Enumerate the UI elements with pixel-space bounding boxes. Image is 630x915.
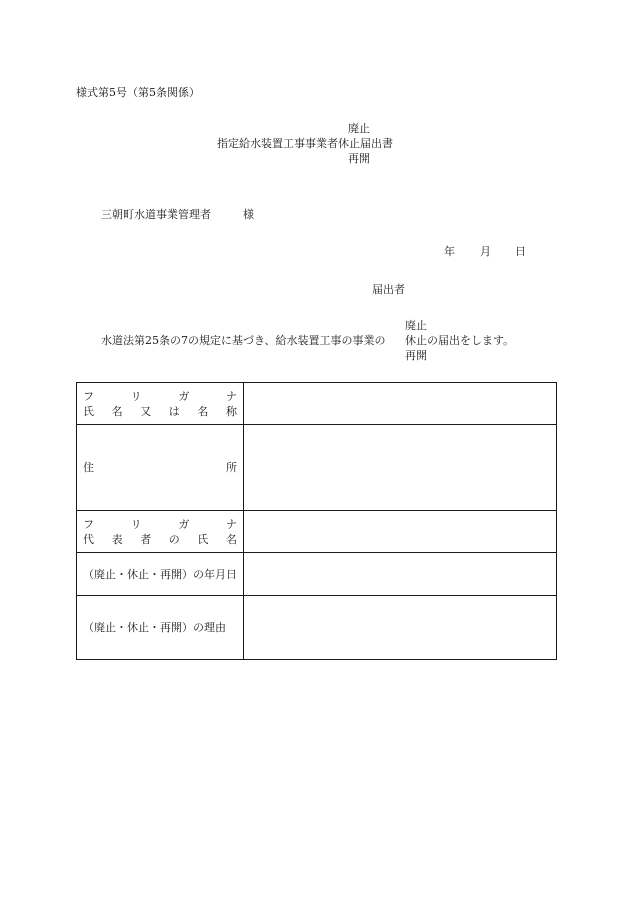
date-year-label: 年 [444,245,455,258]
addressee-honorific: 様 [243,208,254,221]
reason-field[interactable] [244,596,557,660]
title-option-resume: 再開 [348,152,370,165]
applicant-name-label [77,383,244,425]
statement-text: 水道法第25条の7の規定に基づき、給水装置工事の事業の [101,334,386,347]
address-field[interactable] [244,425,557,511]
reason-label: （廃止・休止・再開）の理由 [77,596,244,660]
title-option-abolish: 廃止 [348,122,370,135]
document-title: 指定給水装置工事事業者休止届出書 [217,137,393,150]
addressee-name: 三朝町水道事業管理者 [101,208,211,221]
furigana-label: フ リ ガ ナ [83,517,237,531]
change-date-label: （廃止・休止・再開）の年月日 [77,553,244,596]
representative-label [77,511,244,553]
table-row-applicant-name [77,383,557,425]
table-row-address [77,425,557,511]
table-row-date [77,553,557,596]
form-number: 様式第5号（第5条関係） [76,86,200,99]
statement-option-suspend: 休止 [405,334,427,347]
name-or-title-label: 氏 名 又 は 名 称 [83,404,237,418]
representative-name-label: 代 表 者 の 氏 名 [83,532,237,546]
date-day-label: 日 [515,245,526,258]
notification-form-table [76,382,557,660]
applicant-name-field[interactable] [244,383,557,425]
statement-suffix [405,334,514,348]
furigana-label: フ リ ガ ナ [83,389,237,403]
table-row-representative [77,511,557,553]
statement-ending: の届出をします。 [427,334,515,347]
address-label: 住 所 [77,425,244,511]
statement-option-resume: 再開 [405,349,427,362]
notifier-label: 届出者 [372,283,405,296]
table-row-reason [77,596,557,660]
change-date-field[interactable] [244,553,557,596]
statement-option-abolish: 廃止 [405,319,427,332]
date-month-label: 月 [480,245,491,258]
representative-field[interactable] [244,511,557,553]
